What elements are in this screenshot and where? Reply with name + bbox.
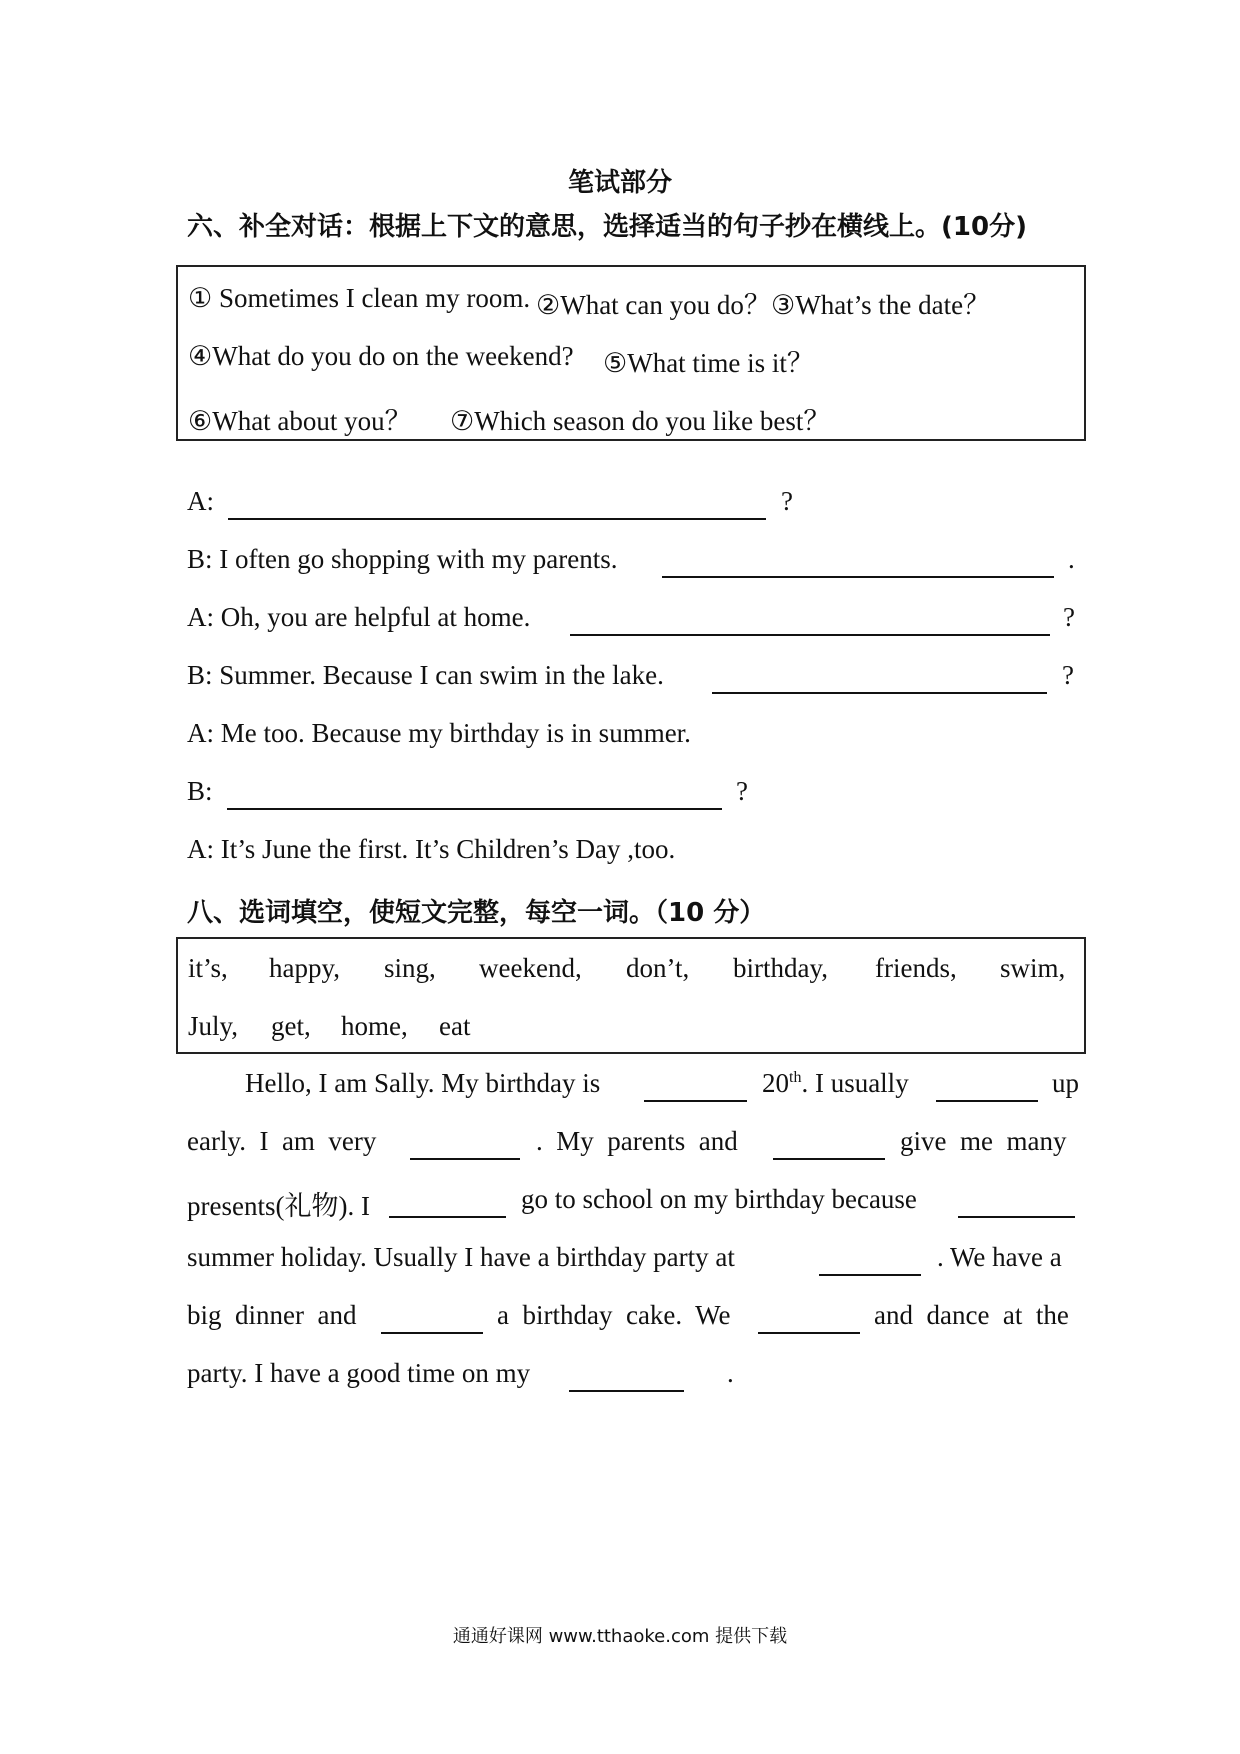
dialogue-end-4: ? bbox=[1062, 660, 1074, 690]
word-bank-item: home, bbox=[341, 1011, 408, 1041]
word-bank-item: don’t, bbox=[626, 953, 690, 983]
word-bank-item: get, bbox=[271, 1011, 311, 1041]
option-1: ① Sometimes I clean my room. bbox=[188, 283, 531, 313]
word-bank-item: swim, bbox=[1000, 953, 1066, 983]
word-bank-item: birthday, bbox=[733, 953, 828, 983]
fill-blank-9[interactable] bbox=[758, 1332, 860, 1334]
passage-text: presents(礼物). I bbox=[187, 1191, 370, 1221]
word-bank-box bbox=[176, 937, 1086, 1054]
passage-text: go to school on my birthday because bbox=[521, 1184, 917, 1214]
options-box bbox=[176, 265, 1086, 441]
answer-blank-5[interactable] bbox=[227, 808, 722, 810]
fill-blank-2[interactable] bbox=[936, 1100, 1038, 1102]
passage-text: . bbox=[727, 1358, 734, 1388]
fill-blank-5[interactable] bbox=[389, 1216, 506, 1218]
dialogue-end-6: ? bbox=[736, 776, 748, 806]
option-6: ⑥What about you？ bbox=[188, 406, 412, 436]
option-2: ②What can you do？ bbox=[536, 290, 771, 320]
option-3: ③What’s the date？ bbox=[771, 290, 991, 320]
fill-blank-1[interactable] bbox=[644, 1100, 747, 1102]
word-bank-item: eat bbox=[439, 1011, 471, 1041]
dialogue-line-6: B: bbox=[187, 776, 213, 806]
word-bank-item: weekend, bbox=[479, 953, 582, 983]
answer-blank-2[interactable] bbox=[662, 576, 1054, 578]
answer-blank-3[interactable] bbox=[570, 634, 1050, 636]
dialogue-end-3: ? bbox=[1063, 602, 1075, 632]
word-bank-item: happy, bbox=[269, 953, 340, 983]
dialogue-line-1: A: bbox=[187, 486, 214, 516]
passage-text: early. I am very bbox=[187, 1126, 377, 1156]
dialogue-line-4: B: Summer. Because I can swim in the lake. bbox=[187, 660, 664, 690]
fill-blank-6[interactable] bbox=[958, 1216, 1075, 1218]
dialogue-end-1: ? bbox=[781, 486, 793, 516]
dialogue-line-7: A: It’s June the first. It’s Children’s Day ,too. bbox=[187, 834, 676, 864]
passage-text: party. I have a good time on my bbox=[187, 1358, 531, 1388]
passage-text: Hello, I am Sally. My birthday is bbox=[245, 1068, 601, 1098]
section-8-heading: 八、选词填空，使短文完整，每空一词。（10 分） bbox=[187, 898, 766, 928]
passage-text: . We have a bbox=[937, 1242, 1062, 1272]
word-bank-item: sing, bbox=[384, 953, 436, 983]
option-7: ⑦Which season do you like best？ bbox=[450, 406, 831, 436]
footer-source: 通通好课网 www.tthaoke.com 提供下载 bbox=[452, 1626, 788, 1647]
option-4: ④What do you do on the weekend? bbox=[188, 341, 574, 371]
word-bank-item: July, bbox=[188, 1011, 239, 1041]
option-5: ⑤What time is it？ bbox=[603, 348, 814, 378]
passage-text: big dinner and bbox=[187, 1300, 357, 1330]
page-title: 笔试部分 bbox=[567, 168, 672, 198]
passage-text: . My parents and bbox=[536, 1126, 738, 1156]
passage-text: 20th. I usually bbox=[762, 1068, 909, 1098]
word-bank-item: friends, bbox=[875, 953, 957, 983]
fill-blank-10[interactable] bbox=[569, 1390, 684, 1392]
passage-text: give me many bbox=[900, 1126, 1067, 1156]
fill-blank-3[interactable] bbox=[410, 1158, 520, 1160]
passage-text: up bbox=[1052, 1068, 1079, 1098]
dialogue-line-5: A: Me too. Because my birthday is in summer. bbox=[187, 718, 691, 748]
answer-blank-4[interactable] bbox=[712, 692, 1047, 694]
fill-blank-8[interactable] bbox=[381, 1332, 483, 1334]
passage-text: summer holiday. Usually I have a birthday party at bbox=[187, 1242, 735, 1272]
answer-blank-1[interactable] bbox=[228, 518, 766, 520]
passage-text: a birthday cake. We bbox=[497, 1300, 731, 1330]
passage-text: and dance at the bbox=[874, 1300, 1069, 1330]
word-bank-item: it’s, bbox=[188, 953, 228, 983]
fill-blank-4[interactable] bbox=[773, 1158, 885, 1160]
fill-blank-7[interactable] bbox=[819, 1274, 921, 1276]
dialogue-line-3: A: Oh, you are helpful at home. bbox=[187, 602, 531, 632]
dialogue-end-2: . bbox=[1068, 544, 1075, 574]
dialogue-line-2: B: I often go shopping with my parents. bbox=[187, 544, 618, 574]
section-6-heading: 六、补全对话：根据上下文的意思，选择适当的句子抄在横线上。(10分) bbox=[187, 212, 1027, 242]
